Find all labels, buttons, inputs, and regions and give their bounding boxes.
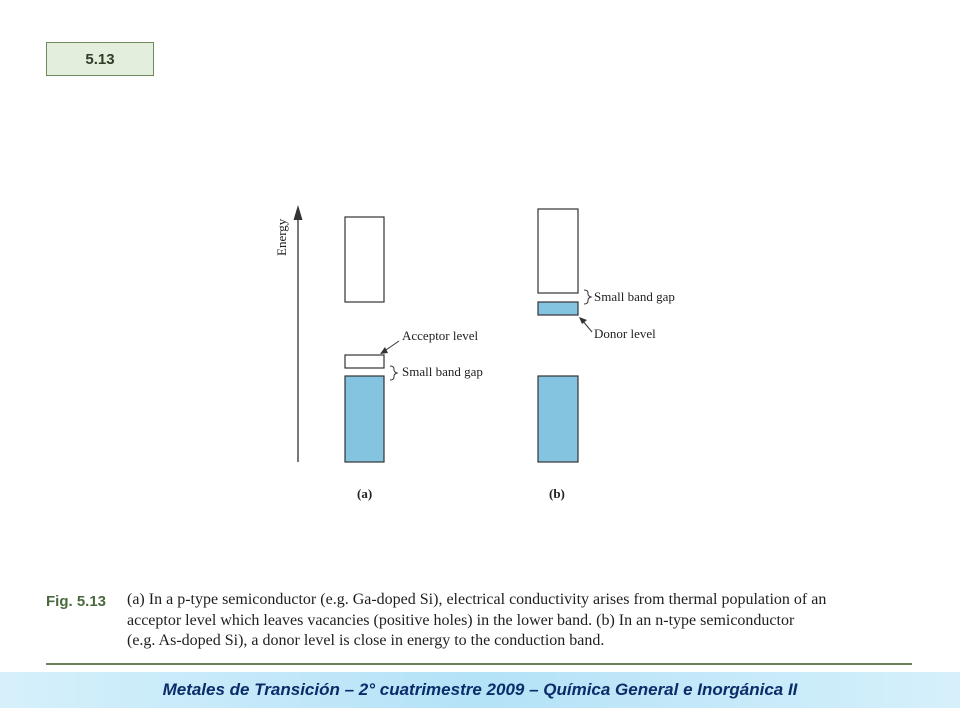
- energy-axis-label: Energy: [274, 218, 289, 256]
- valence-band-b: [538, 376, 578, 462]
- donor-level-label: Donor level: [594, 326, 656, 341]
- acceptor-pointer-arrowhead: [380, 347, 388, 354]
- donor-level-b: [538, 302, 578, 315]
- valence-band-a: [345, 376, 384, 462]
- caption-text: [127, 590, 907, 652]
- energy-axis-arrowhead: [294, 205, 303, 220]
- footer-text: Metales de Transición – 2° cuatrimestre 2009 – Química General e Inorgánica II: [162, 680, 798, 699]
- figure-label: Fig. 5.13: [46, 593, 107, 610]
- acceptor-level-a: [345, 355, 384, 368]
- caption-line: acceptor level which leaves vacancies (positive holes) in the lower band. (b) In an n-type semiconductor: [127, 611, 795, 629]
- panel-a-label: (a): [357, 486, 373, 501]
- band-gap-label-a: Small band gap: [402, 364, 483, 379]
- divider: [46, 663, 912, 665]
- figure-caption: [46, 590, 926, 652]
- panel-b-label: (b): [549, 486, 565, 501]
- band-gap-label-b: Small band gap: [594, 289, 675, 304]
- acceptor-level-label: Acceptor level: [402, 328, 479, 343]
- gap-brace-b: [584, 290, 591, 304]
- caption-line: (e.g. As-doped Si), a donor level is close in energy to the conduction band.: [127, 632, 605, 649]
- conduction-band-b: [538, 209, 578, 293]
- conduction-band-a: [345, 217, 384, 302]
- donor-pointer-arrowhead: [579, 317, 587, 324]
- gap-brace-a: [390, 366, 397, 380]
- slide-number: 5.13: [85, 50, 115, 68]
- caption-line: (a) In a p-type semiconductor (e.g. Ga-doped Si), electrical conductivity arises from thermal population of an: [127, 591, 827, 608]
- footer-bar: [0, 672, 960, 708]
